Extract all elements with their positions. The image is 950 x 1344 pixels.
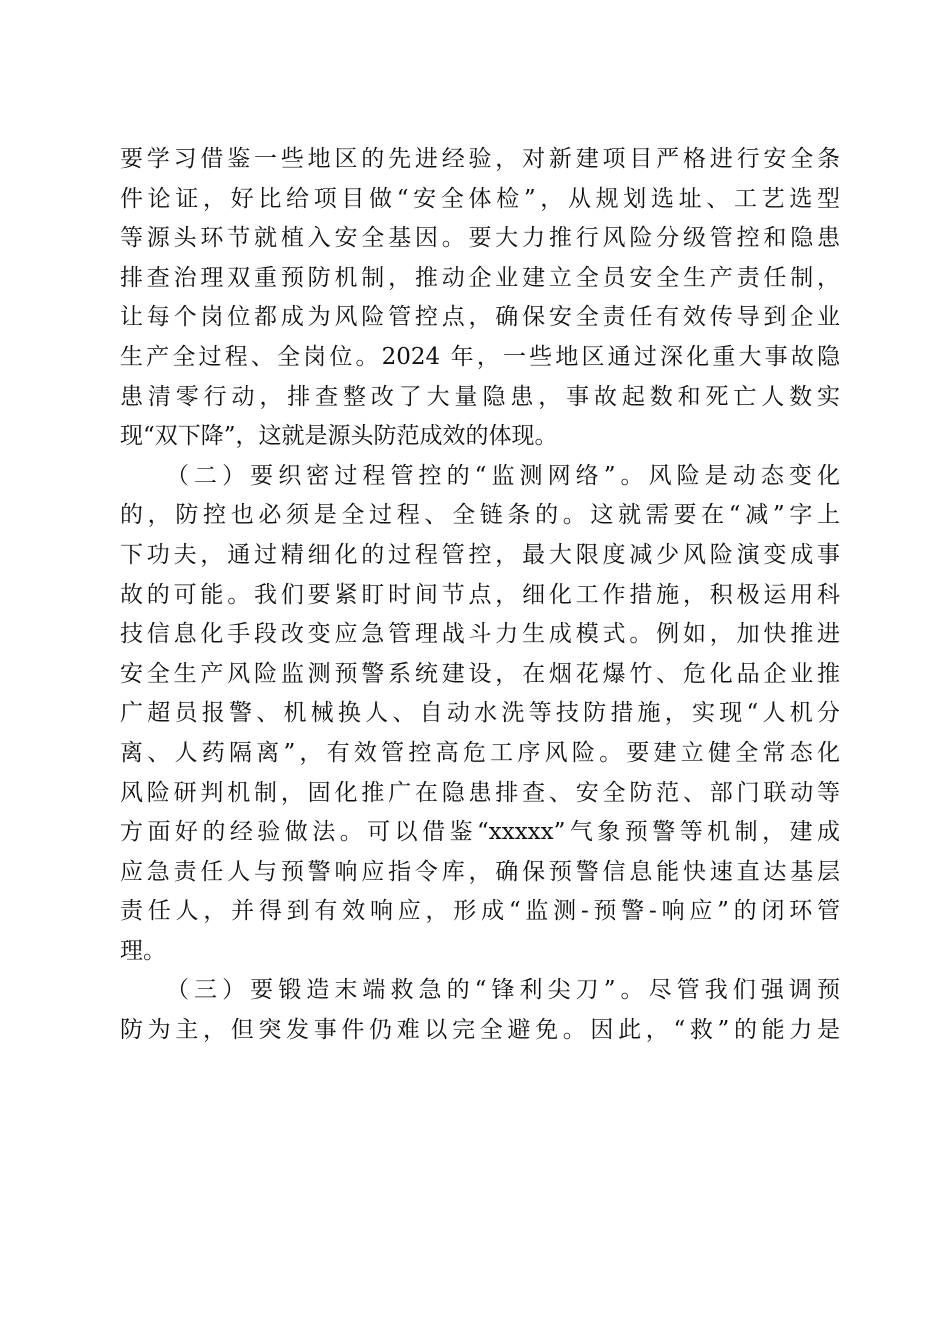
text-line: 要学习借鉴一些地区的先进经验，对新建项目严格进行安全条	[120, 146, 840, 172]
text-line: 广超员报警、机械换人、自动水洗等技防措施，实现“人机分	[120, 700, 840, 727]
text-line: 防为主，但突发事件仍难以完全避免。因此，“救”的能力是	[120, 1017, 840, 1044]
text-line: 让每个岗位都成为风险管控点，确保安全责任有效传导到企业	[120, 304, 840, 331]
text-line: 理。	[120, 937, 166, 964]
paragraph-source-prevention	[120, 140, 840, 457]
body-text	[120, 140, 840, 1051]
text-line: 安全生产风险监测预警系统建设，在烟花爆竹、危化品企业推	[120, 660, 840, 687]
text-line: 技信息化手段改变应急管理战斗力生成模式。例如，加快推进	[120, 621, 840, 648]
text-line: 应急责任人与预警响应指令库，确保预警信息能快速直达基层	[120, 858, 840, 885]
text-line: 故的可能。我们要紧盯时间节点，细化工作措施，积极运用科	[120, 581, 840, 608]
text-line: 方面好的经验做法。可以借鉴“xxxxx”气象预警等机制，建成	[120, 819, 840, 846]
text-line: 件论证，好比给项目做“安全体检”，从规划选址、工艺选型	[120, 185, 840, 212]
text-line: 等源头环节就植入安全基因。要大力推行风险分级管控和隐患	[120, 225, 840, 252]
paragraph-emergency-rescue	[120, 971, 840, 1050]
text-line: 离、人药隔离”，有效管控高危工序风险。要建立健全常态化	[120, 739, 840, 766]
paragraph-process-monitoring	[120, 457, 840, 972]
text-line: 风险研判机制，固化推广在隐患排查、安全防范、部门联动等	[120, 779, 840, 806]
text-line: 下功夫，通过精细化的过程管控，最大限度减少风险演变成事	[120, 541, 840, 568]
text-line: 排查治理双重预防机制，推动企业建立全员安全生产责任制，	[120, 264, 840, 291]
text-line: 现“双下降”，这就是源头防范成效的体现。	[120, 423, 558, 450]
text-line: 的，防控也必须是全过程、全链条的。这就需要在“减”字上	[120, 502, 840, 529]
text-line: 患清零行动，排查整改了大量隐患，事故起数和死亡人数实	[120, 383, 840, 410]
section-heading-line: （三）要锻造末端救急的“锋利尖刀”。尽管我们强调预	[166, 977, 840, 1004]
text-line: 责任人，并得到有效响应，形成“监测-预警-响应”的闭环管	[120, 898, 840, 925]
section-heading-line: （二）要织密过程管控的“监测网络”。风险是动态变化	[166, 462, 840, 489]
text-line: 生产全过程、全岗位。2024 年，一些地区通过深化重大事故隐	[120, 343, 840, 370]
